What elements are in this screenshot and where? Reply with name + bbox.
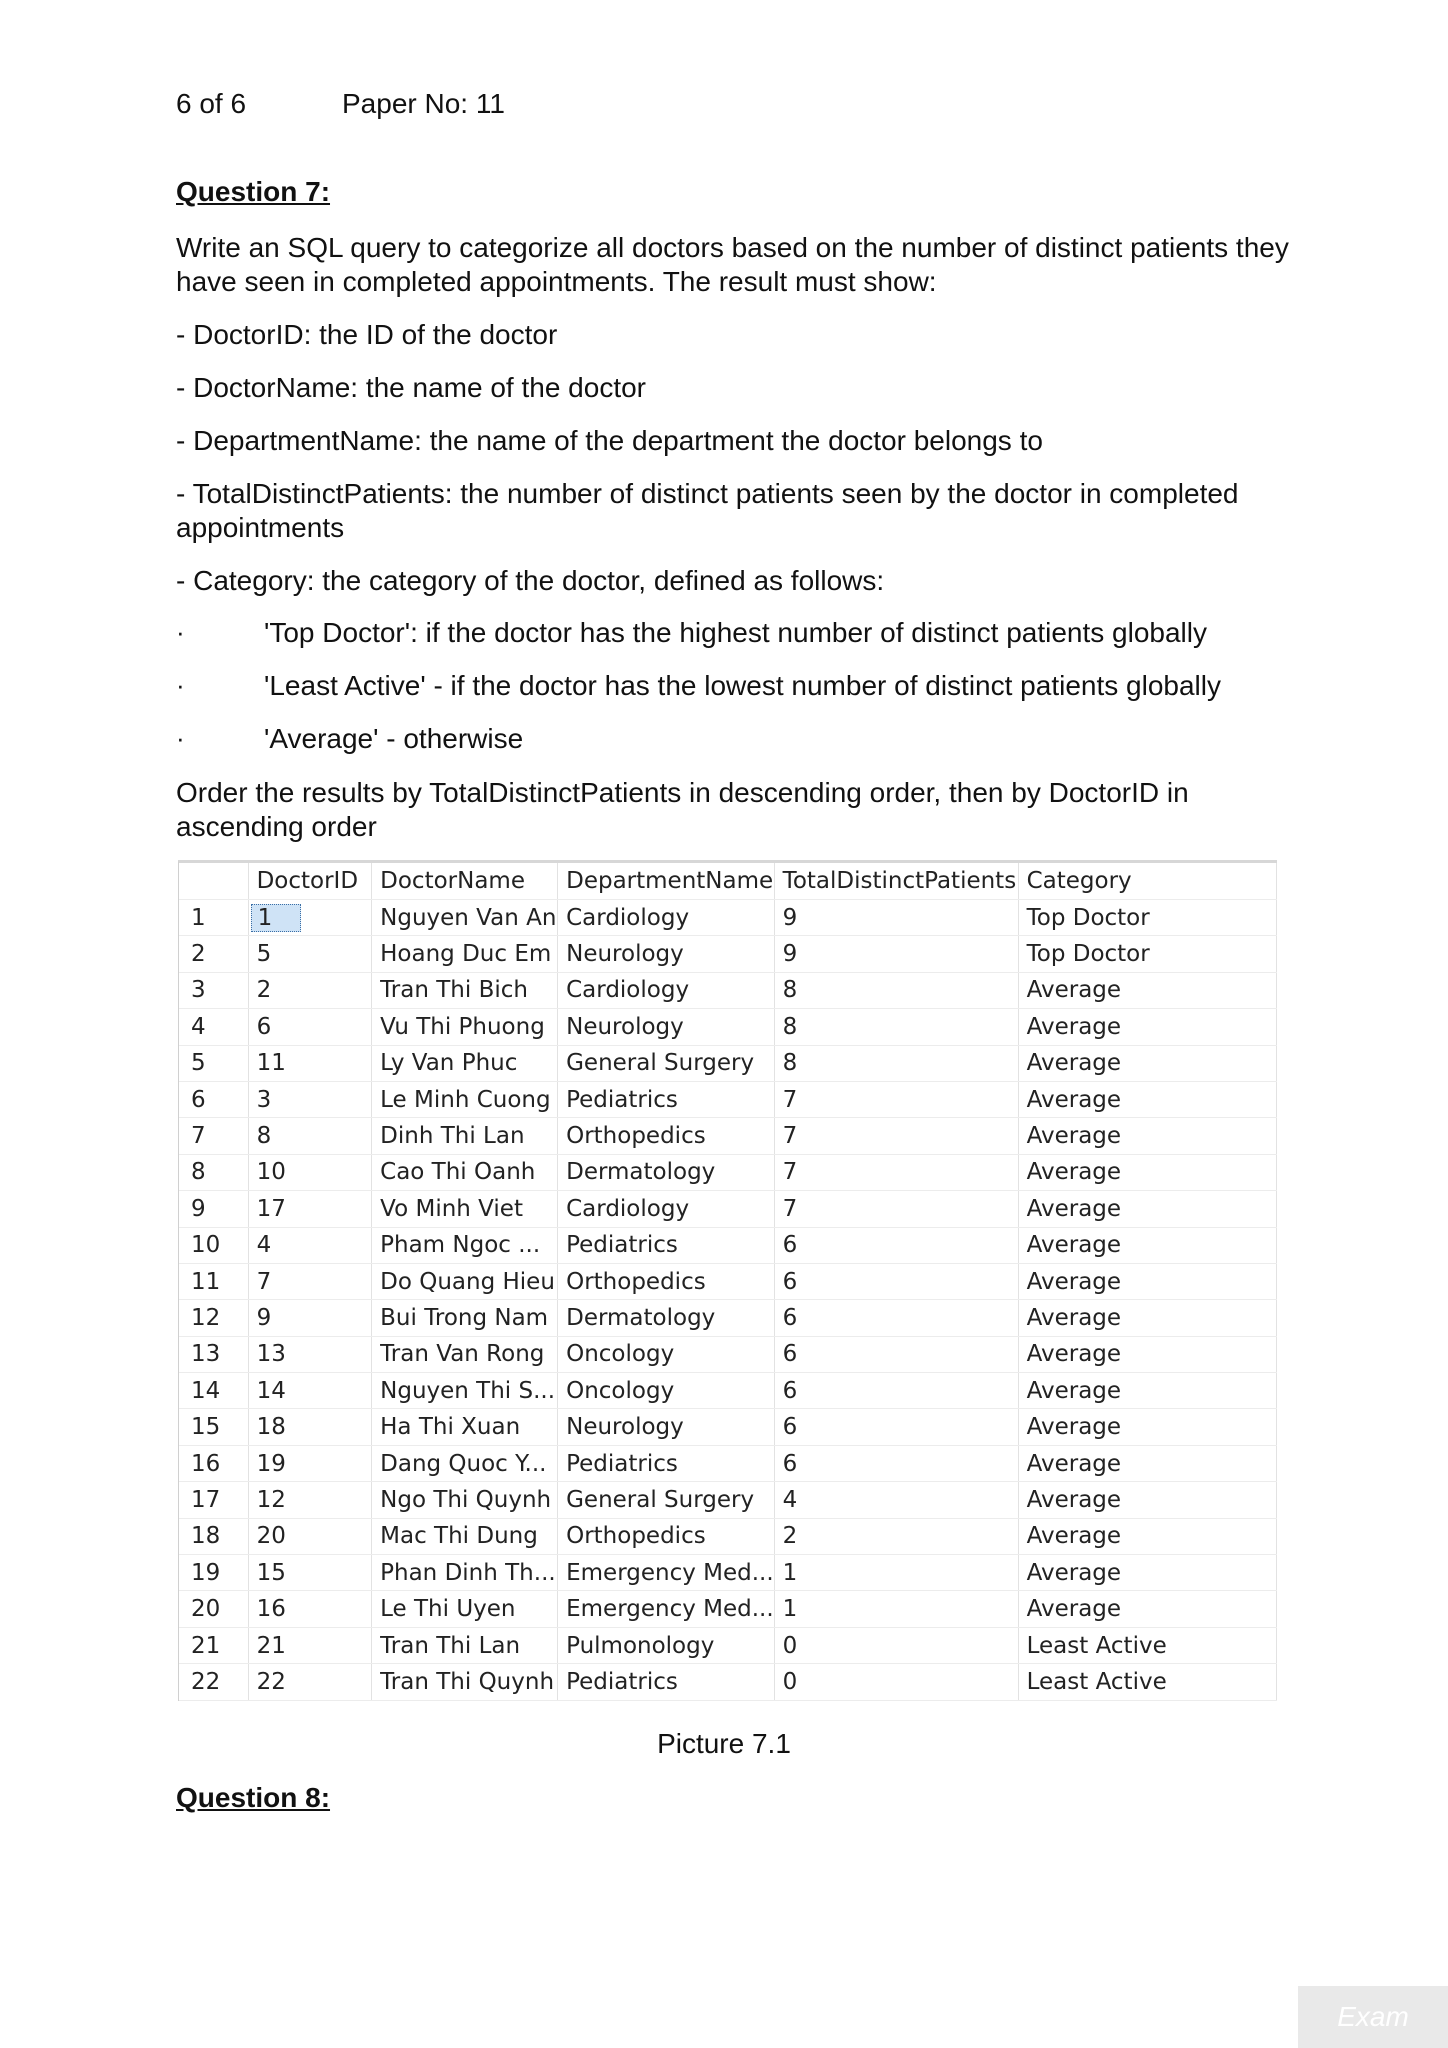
department-name-cell[interactable]: Pediatrics — [558, 1664, 775, 1700]
doctor-id-cell[interactable]: 10 — [248, 1154, 372, 1190]
column-header-category[interactable]: Category — [1018, 863, 1276, 900]
doctor-name-cell[interactable]: Vu Thi Phuong — [372, 1009, 558, 1045]
total-distinct-patients-cell[interactable]: 8 — [774, 1045, 1018, 1081]
column-header-total-distinct-patients[interactable]: TotalDistinctPatients — [774, 863, 1018, 900]
total-distinct-patients-cell[interactable]: 6 — [774, 1336, 1018, 1372]
total-distinct-patients-cell[interactable]: 7 — [774, 1191, 1018, 1227]
row-number-cell: 3 — [179, 972, 248, 1008]
doctor-id-cell[interactable]: 7 — [248, 1263, 372, 1299]
exam-logo-watermark: Exam — [1298, 1986, 1448, 2048]
question-7-intro: Write an SQL query to categorize all doctors based on the number of distinct patients they have seen in completed appointments. The result must show: — [176, 232, 1289, 297]
total-distinct-patients-cell[interactable]: 1 — [774, 1591, 1018, 1627]
doctor-name-cell[interactable]: Dinh Thi Lan — [372, 1118, 558, 1154]
bullet-dot-1: · — [176, 617, 185, 647]
doctor-name-cell[interactable]: Ha Thi Xuan — [372, 1409, 558, 1445]
doctor-id-cell[interactable]: 19 — [248, 1445, 372, 1481]
department-name-cell[interactable]: Orthopedics — [558, 1263, 775, 1299]
doctor-id-cell[interactable]: 16 — [248, 1591, 372, 1627]
row-number-cell: 8 — [179, 1154, 248, 1190]
row-number-cell: 22 — [179, 1664, 248, 1700]
row-number-cell: 18 — [179, 1518, 248, 1554]
table-row[interactable] — [179, 1154, 1277, 1190]
category-cell[interactable]: Least Active — [1018, 1627, 1276, 1663]
department-name-cell[interactable]: Pediatrics — [558, 1227, 775, 1263]
total-distinct-patients-cell[interactable]: 8 — [774, 1009, 1018, 1045]
order-instruction: Order the results by TotalDistinctPatients in descending order, then by DoctorID in ascending order — [176, 777, 1189, 842]
table-row[interactable] — [179, 1664, 1277, 1700]
total-distinct-patients-cell[interactable]: 6 — [774, 1445, 1018, 1481]
category-cell[interactable]: Average — [1018, 1445, 1276, 1481]
doctor-id-cell[interactable]: 2 — [248, 972, 372, 1008]
table-row[interactable] — [179, 1482, 1277, 1518]
table-row[interactable] — [179, 1373, 1277, 1409]
department-name-cell[interactable]: Neurology — [558, 1009, 775, 1045]
figure-caption: Picture 7.1 — [657, 1728, 791, 1759]
category-top-doctor: 'Top Doctor': if the doctor has the highest number of distinct patients globally — [264, 617, 1207, 648]
page-header — [176, 88, 505, 120]
doctor-id-cell[interactable]: 8 — [248, 1118, 372, 1154]
bullet-dot-2: · — [176, 670, 185, 700]
table-row[interactable] — [179, 1191, 1277, 1227]
doctor-id-cell[interactable]: 14 — [248, 1373, 372, 1409]
total-distinct-patients-cell[interactable]: 6 — [774, 1263, 1018, 1299]
table-row[interactable] — [179, 1045, 1277, 1081]
doctor-name-cell[interactable]: Ly Van Phuc — [372, 1045, 558, 1081]
department-name-cell[interactable]: General Surgery — [558, 1482, 775, 1518]
doctor-name-cell[interactable]: Tran Van Rong — [372, 1336, 558, 1372]
doctor-id-cell[interactable]: 13 — [248, 1336, 372, 1372]
total-distinct-patients-cell[interactable]: 2 — [774, 1518, 1018, 1554]
department-name-cell[interactable]: Cardiology — [558, 972, 775, 1008]
table-row[interactable] — [179, 1591, 1277, 1627]
doctor-id-cell[interactable]: 11 — [248, 1045, 372, 1081]
row-number-cell: 5 — [179, 1045, 248, 1081]
question-7-title: Question 7: — [176, 176, 331, 207]
table-row[interactable] — [179, 1336, 1277, 1372]
row-number-cell: 11 — [179, 1263, 248, 1299]
page-number: 6 of 6 — [176, 88, 247, 119]
field-category: - Category: the category of the doctor, defined as follows: — [176, 565, 885, 596]
category-cell[interactable]: Average — [1018, 1555, 1276, 1591]
category-cell[interactable]: Average — [1018, 1227, 1276, 1263]
doctor-name-cell[interactable]: Mac Thi Dung — [372, 1518, 558, 1554]
table-row[interactable] — [179, 1518, 1277, 1554]
doctor-id-cell[interactable]: 5 — [248, 936, 372, 972]
row-number-cell: 10 — [179, 1227, 248, 1263]
department-name-cell[interactable]: Oncology — [558, 1336, 775, 1372]
result-table — [179, 863, 1277, 1701]
total-distinct-patients-cell[interactable]: 8 — [774, 972, 1018, 1008]
category-cell[interactable]: Top Doctor — [1018, 900, 1276, 936]
doctor-name-cell[interactable]: Le Minh Cuong — [372, 1081, 558, 1117]
result-grid — [178, 860, 1277, 1701]
category-cell[interactable]: Average — [1018, 1300, 1276, 1336]
total-distinct-patients-cell[interactable]: 6 — [774, 1373, 1018, 1409]
category-cell[interactable]: Average — [1018, 1518, 1276, 1554]
row-number-cell: 13 — [179, 1336, 248, 1372]
doctor-id-cell[interactable]: 4 — [248, 1227, 372, 1263]
category-cell[interactable]: Average — [1018, 1336, 1276, 1372]
doctor-name-cell[interactable]: Tran Thi Lan — [372, 1627, 558, 1663]
table-row[interactable] — [179, 1555, 1277, 1591]
category-cell[interactable]: Average — [1018, 1482, 1276, 1518]
category-cell[interactable]: Average — [1018, 1373, 1276, 1409]
doctor-name-cell[interactable]: Tran Thi Bich — [372, 972, 558, 1008]
row-number-header — [179, 863, 248, 900]
department-name-cell[interactable]: General Surgery — [558, 1045, 775, 1081]
paper-number: Paper No: 11 — [342, 88, 505, 119]
department-name-cell[interactable]: Pediatrics — [558, 1081, 775, 1117]
category-cell[interactable]: Average — [1018, 1081, 1276, 1117]
doctor-name-cell[interactable]: Cao Thi Oanh — [372, 1154, 558, 1190]
total-distinct-patients-cell[interactable]: 6 — [774, 1227, 1018, 1263]
doctor-id-cell[interactable]: 6 — [248, 1009, 372, 1045]
row-number-cell: 17 — [179, 1482, 248, 1518]
table-row[interactable] — [179, 972, 1277, 1008]
doctor-name-cell[interactable]: Nguyen Thi S... — [372, 1373, 558, 1409]
doctor-name-cell[interactable]: Vo Minh Viet — [372, 1191, 558, 1227]
doctor-id-cell[interactable]: 20 — [248, 1518, 372, 1554]
table-row[interactable] — [179, 1627, 1277, 1663]
doctor-id-cell[interactable]: 3 — [248, 1081, 372, 1117]
bullet-dot-3: · — [176, 723, 185, 753]
total-distinct-patients-cell[interactable]: 6 — [774, 1300, 1018, 1336]
doctor-id-cell[interactable]: 22 — [248, 1664, 372, 1700]
field-doctor-name: - DoctorName: the name of the doctor — [176, 372, 646, 403]
field-department-name: - DepartmentName: the name of the department the doctor belongs to — [176, 425, 1043, 456]
doctor-name-cell[interactable]: Do Quang Hieu — [372, 1263, 558, 1299]
table-row[interactable] — [179, 1081, 1277, 1117]
column-header-doctor-id[interactable]: DoctorID — [248, 863, 372, 900]
category-cell[interactable]: Top Doctor — [1018, 936, 1276, 972]
column-header-doctor-name[interactable]: DoctorName — [372, 863, 558, 900]
row-number-cell: 15 — [179, 1409, 248, 1445]
department-name-cell[interactable]: Cardiology — [558, 1191, 775, 1227]
total-distinct-patients-cell[interactable]: 0 — [774, 1627, 1018, 1663]
department-name-cell[interactable]: Emergency Med... — [558, 1555, 775, 1591]
row-number-cell: 4 — [179, 1009, 248, 1045]
total-distinct-patients-cell[interactable]: 7 — [774, 1081, 1018, 1117]
total-distinct-patients-cell[interactable]: 7 — [774, 1154, 1018, 1190]
category-cell[interactable]: Average — [1018, 972, 1276, 1008]
doctor-name-cell[interactable]: Hoang Duc Em — [372, 936, 558, 972]
field-total-distinct-patients: - TotalDistinctPatients: the number of distinct patients seen by the doctor in completed appointments — [176, 478, 1239, 543]
total-distinct-patients-cell[interactable]: 1 — [774, 1555, 1018, 1591]
question-8-title: Question 8: — [176, 1782, 331, 1813]
category-cell[interactable]: Average — [1018, 1263, 1276, 1299]
doctor-id-cell[interactable]: 17 — [248, 1191, 372, 1227]
row-number-cell: 20 — [179, 1591, 248, 1627]
category-least-active: 'Least Active' - if the doctor has the lowest number of distinct patients globally — [264, 670, 1221, 701]
department-name-cell[interactable]: Oncology — [558, 1373, 775, 1409]
doctor-name-cell[interactable]: Bui Trong Nam — [372, 1300, 558, 1336]
row-number-cell: 21 — [179, 1627, 248, 1663]
department-name-cell[interactable]: Dermatology — [558, 1300, 775, 1336]
table-row[interactable] — [179, 1227, 1277, 1263]
table-row[interactable] — [179, 1118, 1277, 1154]
doctor-name-cell[interactable]: Tran Thi Quynh — [372, 1664, 558, 1700]
doctor-name-cell[interactable]: Le Thi Uyen — [372, 1591, 558, 1627]
doctor-name-cell[interactable]: Pham Ngoc ... — [372, 1227, 558, 1263]
row-number-cell: 6 — [179, 1081, 248, 1117]
doctor-name-cell[interactable]: Nguyen Van An — [372, 900, 558, 936]
total-distinct-patients-cell[interactable]: 0 — [774, 1664, 1018, 1700]
total-distinct-patients-cell[interactable]: 6 — [774, 1409, 1018, 1445]
category-average: 'Average' - otherwise — [264, 723, 524, 754]
row-number-cell: 16 — [179, 1445, 248, 1481]
table-row[interactable] — [179, 1300, 1277, 1336]
department-name-cell[interactable]: Pulmonology — [558, 1627, 775, 1663]
department-name-cell[interactable]: Orthopedics — [558, 1518, 775, 1554]
row-number-cell: 14 — [179, 1373, 248, 1409]
department-name-cell[interactable]: Neurology — [558, 1409, 775, 1445]
table-row[interactable] — [179, 1409, 1277, 1445]
category-cell[interactable]: Average — [1018, 1118, 1276, 1154]
doctor-id-cell[interactable]: 15 — [248, 1555, 372, 1591]
doctor-id-cell[interactable]: 9 — [248, 1300, 372, 1336]
department-name-cell[interactable]: Cardiology — [558, 900, 775, 936]
row-number-cell: 2 — [179, 936, 248, 972]
table-row[interactable] — [179, 900, 1277, 936]
header-row — [179, 863, 1277, 900]
doctor-id-cell[interactable]: 21 — [248, 1627, 372, 1663]
doctor-name-cell[interactable]: Dang Quoc Y... — [372, 1445, 558, 1481]
category-cell[interactable]: Average — [1018, 1045, 1276, 1081]
category-cell[interactable]: Average — [1018, 1591, 1276, 1627]
row-number-cell: 9 — [179, 1191, 248, 1227]
doctor-id-cell[interactable]: 12 — [248, 1482, 372, 1518]
category-cell[interactable]: Least Active — [1018, 1664, 1276, 1700]
total-distinct-patients-cell[interactable]: 9 — [774, 900, 1018, 936]
category-cell[interactable]: Average — [1018, 1009, 1276, 1045]
total-distinct-patients-cell[interactable]: 9 — [774, 936, 1018, 972]
total-distinct-patients-cell[interactable]: 7 — [774, 1118, 1018, 1154]
column-header-department-name[interactable]: DepartmentName — [558, 863, 775, 900]
category-cell[interactable]: Average — [1018, 1191, 1276, 1227]
department-name-cell[interactable]: Neurology — [558, 936, 775, 972]
department-name-cell[interactable]: Orthopedics — [558, 1118, 775, 1154]
department-name-cell[interactable]: Pediatrics — [558, 1445, 775, 1481]
field-doctor-id: - DoctorID: the ID of the doctor — [176, 319, 558, 350]
doctor-name-cell[interactable]: Ngo Thi Quynh — [372, 1482, 558, 1518]
category-cell[interactable]: Average — [1018, 1409, 1276, 1445]
selected-cell[interactable]: 1 — [251, 904, 302, 932]
row-number-cell: 1 — [179, 900, 248, 936]
doctor-id-cell[interactable]: 18 — [248, 1409, 372, 1445]
table-row[interactable] — [179, 1445, 1277, 1481]
doctor-id-cell[interactable] — [248, 900, 372, 936]
row-number-cell: 19 — [179, 1555, 248, 1591]
table-row[interactable] — [179, 936, 1277, 972]
total-distinct-patients-cell[interactable]: 4 — [774, 1482, 1018, 1518]
result-rows — [179, 900, 1277, 1701]
doctor-name-cell[interactable]: Phan Dinh Th... — [372, 1555, 558, 1591]
table-row[interactable] — [179, 1009, 1277, 1045]
table-row[interactable] — [179, 1263, 1277, 1299]
department-name-cell[interactable]: Dermatology — [558, 1154, 775, 1190]
category-cell[interactable]: Average — [1018, 1154, 1276, 1190]
row-number-cell: 7 — [179, 1118, 248, 1154]
row-number-cell: 12 — [179, 1300, 248, 1336]
department-name-cell[interactable]: Emergency Med... — [558, 1591, 775, 1627]
